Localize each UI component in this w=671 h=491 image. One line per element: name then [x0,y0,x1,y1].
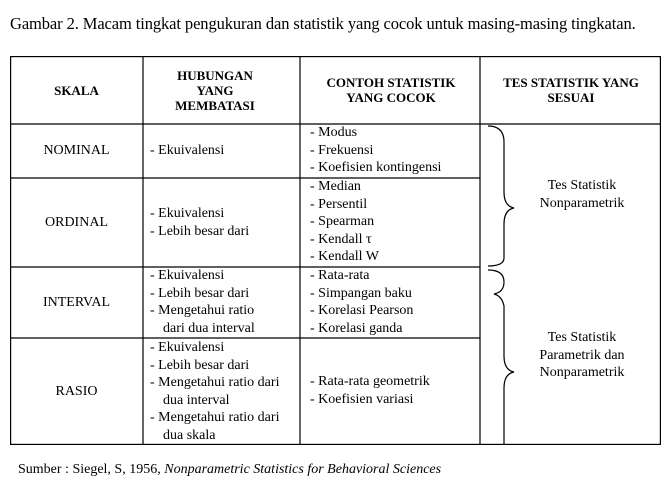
tes-line: Tes Statistik [547,178,617,193]
list-item: - Korelasi Pearson [310,303,414,318]
brace-nonparametric [488,126,514,266]
header-contoh: CONTOH STATISTIK YANG COCOK [326,75,456,105]
tes-line: Parametrik dan [539,347,625,363]
list-item: dua skala [163,427,216,443]
brace-parametric [488,270,514,445]
list-item: - Lebih besar dari [150,223,250,239]
list-item: - Kendall W [310,249,379,264]
list-item: - Ekuivalensi [150,340,225,355]
list-item: - Mengetahui ratio dari [150,410,280,425]
list-item: - Rata-rata geometrik [310,374,430,389]
tes-parametrik [512,329,652,382]
tes-nonparametrik [512,177,652,212]
list-item: - Koefisien variasi [310,391,414,407]
list-item: - Koefisien kontingensi [310,160,442,175]
list-item: - Modus [310,125,358,140]
list-item: - Kendall τ [310,231,372,247]
header-hubungan: HUBUNGAN YANG MEMBATASI [175,67,255,113]
row-nominal-skala: NOMINAL [43,143,110,159]
source-prefix: Sumber : Siegel, S, 1956, [18,462,165,477]
list-item: - Ekuivalensi [150,268,225,283]
row-interval-skala: INTERVAL [42,294,111,310]
header-tes: TES STATISTIK YANG SESUAI [503,75,639,105]
list-item: - Lebih besar dari [150,357,250,373]
row-nominal-contoh [310,124,441,177]
list-item: - Spearman [310,214,375,229]
row-ordinal-skala: ORDINAL [45,214,108,230]
row-ordinal-hubungan [150,205,249,240]
list-item: - Simpangan baku [310,285,412,301]
row-rasio-hubungan [150,339,279,444]
row-interval-contoh [310,267,413,337]
header-skala: SKALA [54,82,99,98]
row-nominal-hubungan [150,142,224,160]
list-item: - Rata-rata [310,268,370,283]
source-citation [18,462,441,478]
list-item: - Median [310,179,361,194]
tes-line: Nonparametrik [539,365,625,380]
figure-caption: Gambar 2. Macam tingkat pengukuran dan statistik yang cocok untuk masing-masing tingkatan. [10,14,636,33]
list-item: - Ekuivalensi [150,143,225,158]
row-ordinal-contoh [310,178,379,266]
list-item: - Ekuivalensi [150,206,225,221]
row-rasio-skala: RASIO [55,383,98,399]
list-item: - Frekuensi [310,142,374,158]
measurement-table [10,56,661,445]
tes-line: Tes Statistik [547,330,617,345]
row-rasio-contoh [310,373,430,408]
list-item: - Korelasi ganda [310,320,403,336]
list-item: - Persentil [310,196,368,212]
list-item: dua interval [163,392,230,408]
row-interval-hubungan [150,267,255,337]
list-item: dari dua interval [163,320,255,336]
list-item: - Mengetahui ratio [150,303,255,318]
list-item: - Lebih besar dari [150,285,250,301]
tes-line: Nonparametrik [539,195,625,211]
source-title: Nonparametric Statistics for Behavioral Sciences [164,462,442,477]
list-item: - Mengetahui ratio dari [150,375,280,390]
